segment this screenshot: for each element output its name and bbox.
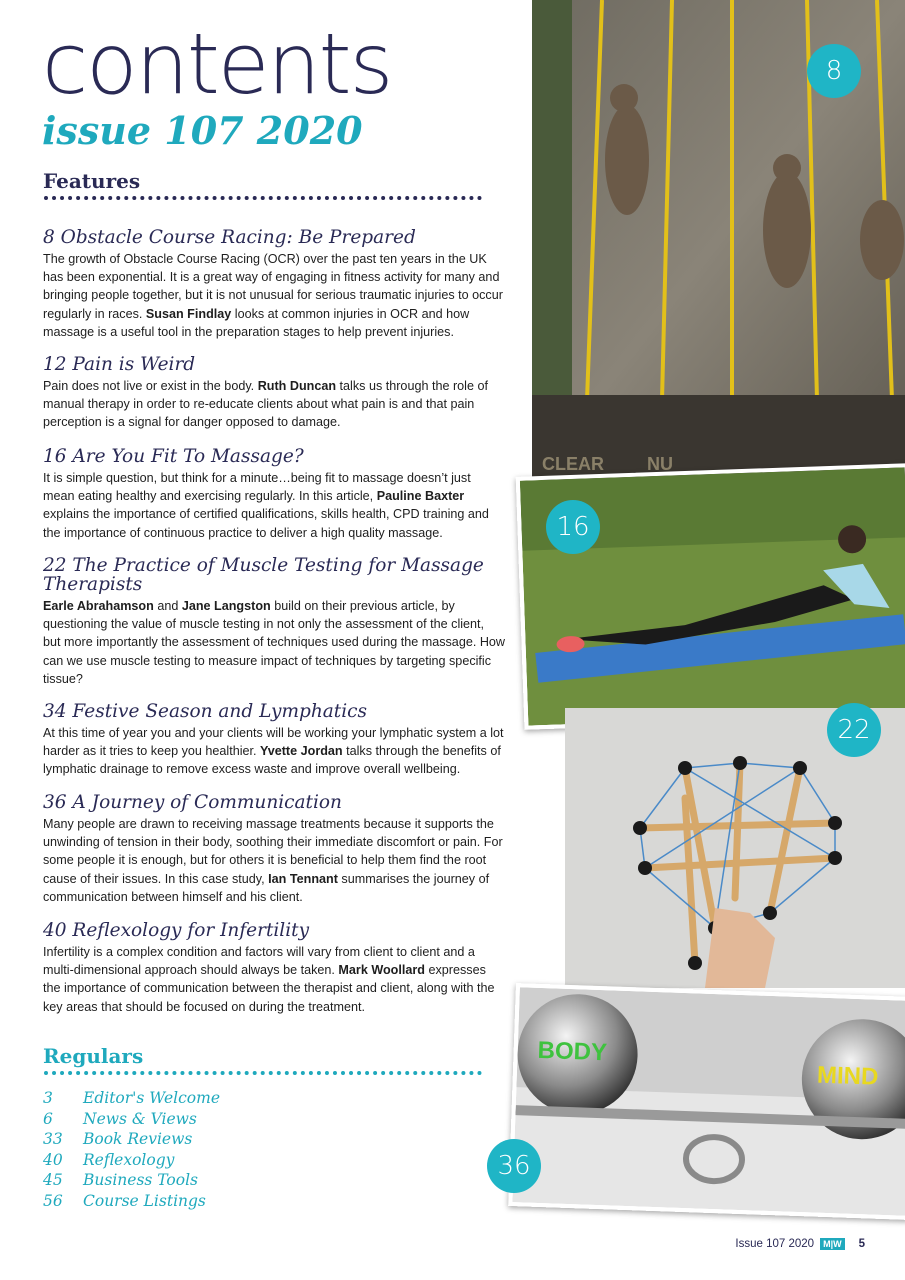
article-title[interactable]: 12 Pain is Weird bbox=[43, 354, 196, 375]
regular-page: 45 bbox=[43, 1171, 63, 1190]
author-name: Susan Findlay bbox=[145, 306, 232, 321]
page-title: contents bbox=[42, 15, 392, 113]
author-name: Earle Abrahamson bbox=[43, 599, 154, 613]
article-title[interactable]: 40 Reflexology for Infertility bbox=[43, 920, 310, 941]
footer-issue: Issue 107 2020 bbox=[735, 1238, 815, 1250]
page-number: 5 bbox=[858, 1238, 865, 1250]
sphere-text-mind: MIND bbox=[816, 1061, 879, 1091]
regular-item[interactable] bbox=[43, 1129, 220, 1150]
page-badge-22[interactable]: 22 bbox=[827, 703, 881, 757]
feature-article[interactable] bbox=[43, 228, 505, 341]
article-title[interactable]: 16 Are You Fit To Massage? bbox=[43, 446, 304, 467]
regular-item[interactable] bbox=[43, 1088, 220, 1109]
regular-item[interactable] bbox=[43, 1150, 220, 1171]
article-title[interactable]: 36 A Journey of Communication bbox=[43, 792, 342, 813]
article-summary: It is simple question, but think for a minute…being fit to massage doesn’t just mean eating healthy and exercising regularly. In this article, Pauline Baxter explains the importance of certified qualifications, skills health, CPD training and the importance of continuous practice to deliver a high quality massage. bbox=[43, 471, 489, 540]
regular-label: Editor's Welcome bbox=[83, 1089, 220, 1107]
feature-article[interactable] bbox=[43, 793, 505, 906]
regular-item[interactable] bbox=[43, 1191, 220, 1212]
features-heading: Features bbox=[43, 169, 141, 193]
regular-label: Business Tools bbox=[83, 1171, 198, 1190]
article-summary: At this time of year you and your clients will be working your lymphatic system a lot harder as it tries to keep you healthier. Yvette Jordan talks through the benefits of lymphatic drainage to remove excess waste and improve overall wellbeing. bbox=[43, 726, 504, 777]
regular-item[interactable] bbox=[43, 1109, 220, 1130]
page-badge-8[interactable]: 8 bbox=[807, 44, 861, 98]
regular-label: Reflexology bbox=[83, 1150, 175, 1169]
regulars-heading: Regulars bbox=[43, 1044, 144, 1068]
regulars-list bbox=[43, 1088, 220, 1212]
article-title[interactable]: 8 Obstacle Course Racing: Be Prepared bbox=[43, 227, 416, 248]
page-badge-36[interactable]: 36 bbox=[487, 1139, 541, 1193]
article-title[interactable]: 34 Festive Season and Lymphatics bbox=[43, 701, 368, 722]
regulars-divider bbox=[44, 1071, 482, 1075]
author-name: Ruth Duncan bbox=[257, 379, 337, 393]
regular-page: 6 bbox=[43, 1109, 53, 1128]
author-name: Pauline Baxter bbox=[376, 489, 465, 504]
page-footer bbox=[735, 1238, 865, 1250]
issue-subtitle: issue 107 2020 bbox=[42, 108, 363, 153]
author-name: Yvette Jordan bbox=[260, 744, 343, 759]
photo-body-mind-balance bbox=[508, 983, 905, 1220]
page-badge-16[interactable]: 16 bbox=[546, 500, 600, 554]
sphere-text-body: BODY bbox=[537, 1036, 608, 1067]
banner-text-clear: CLEAR bbox=[542, 454, 604, 474]
banner-text-nu: NU bbox=[647, 454, 673, 474]
article-summary: Pain does not live or exist in the body. Ruth Duncan talks us through the role of manual therapy in order to re-educate clients about what pain is and that pain perception is a signal for danger opposed to damage. bbox=[43, 379, 488, 430]
article-summary: Earle Abrahamson and Jane Langston build on their previous article, by questioning the value of muscle testing in not only the assessment of the client, but more importantly the assessment of techniques used during the massage. How can we use muscle testing to measure impact of techniques by targeting specific tissue? bbox=[43, 599, 506, 686]
author-name: Ian Tennant bbox=[268, 871, 338, 886]
article-title[interactable]: 22 The Practice of Muscle Testing for Massage Therapists bbox=[43, 555, 484, 595]
regular-page: 33 bbox=[43, 1130, 63, 1149]
article-summary: The growth of Obstacle Course Racing (OCR) over the past ten years in the UK has been exponential. It is a great way of engaging in fitness activity for many and bringing people together, but it is not unusual for serious traumatic injuries to occur regularly in races. Susan Findlay looks at common injuries in OCR and how massage is a useful tool in the preparation stages to help prevent injuries. bbox=[43, 252, 503, 339]
regular-page: 56 bbox=[43, 1191, 63, 1210]
author-name: Mark Woollard bbox=[338, 963, 425, 978]
regular-label: News & Views bbox=[83, 1109, 197, 1128]
regular-page: 40 bbox=[43, 1150, 63, 1169]
feature-article[interactable] bbox=[43, 355, 505, 432]
magazine-logo: M|W bbox=[820, 1238, 845, 1250]
article-summary: Many people are drawn to receiving massage treatments because it supports the unwinding of tension in their body, soothing their immediate discomfort or pain. For some people it is enough, but for others it is beneficial to help them find the root cause of their issues. In this case study, Ian Tennant summarises the journey of communication between himself and his client. bbox=[43, 817, 503, 904]
feature-article[interactable] bbox=[43, 921, 505, 1016]
features-divider bbox=[44, 196, 482, 200]
regular-item[interactable] bbox=[43, 1170, 220, 1191]
author-name: Jane Langston bbox=[181, 599, 271, 613]
regular-page: 3 bbox=[43, 1089, 53, 1107]
regular-label: Course Listings bbox=[83, 1191, 206, 1210]
regular-label: Book Reviews bbox=[83, 1130, 193, 1149]
article-summary: Infertility is a complex condition and factors will vary from client to client and a multi-dimensional approach should always be taken. Mark Woollard expresses the importance of communication between the therapist and client, along with the key areas that should be focused on during the treatment. bbox=[43, 945, 495, 1014]
feature-article[interactable] bbox=[43, 702, 505, 779]
feature-article[interactable] bbox=[43, 447, 505, 542]
feature-article[interactable] bbox=[43, 556, 505, 688]
